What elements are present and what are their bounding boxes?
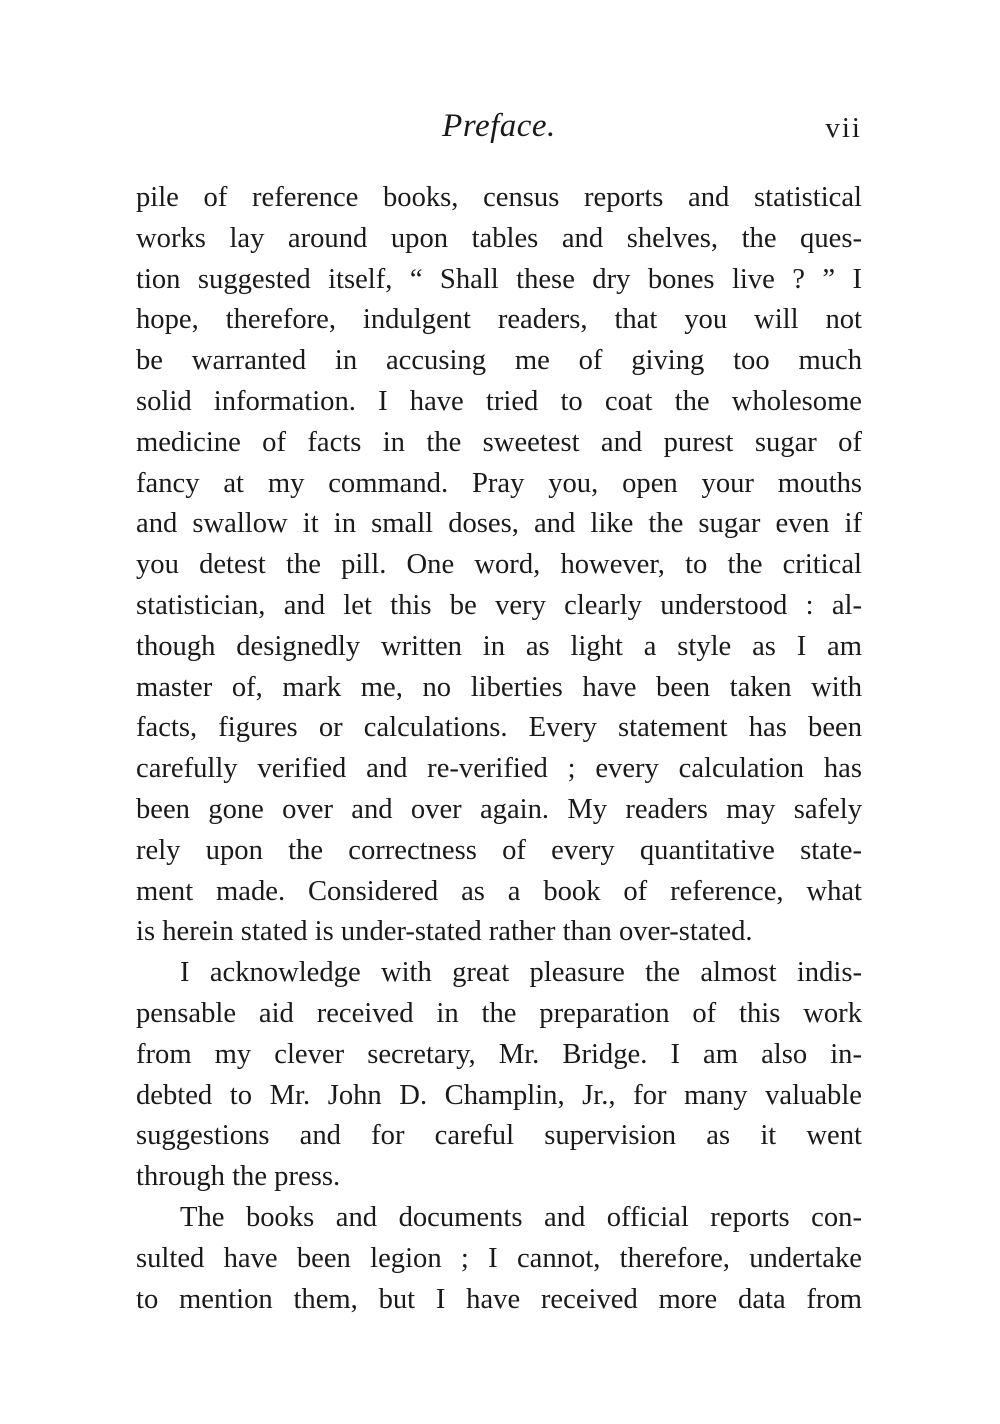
paragraph-3 xyxy=(136,1198,862,1320)
text-line: carefully verified and re-verified ; every calculation has xyxy=(136,753,862,785)
text-line: pensable aid received in the preparation of this work xyxy=(136,997,862,1029)
text-line: tion suggested itself, “ Shall these dry bones live ? ” I xyxy=(136,263,862,295)
running-head-title: Preface. xyxy=(442,108,556,144)
text-line: statistician, and let this be very clearly understood : al- xyxy=(136,589,862,621)
paragraph-2 xyxy=(136,953,862,1198)
text-line: from my clever secretary, Mr. Bridge. I am also in- xyxy=(136,1038,862,1070)
text-line: medicine of facts in the sweetest and purest sugar of xyxy=(136,426,862,458)
text-line: you detest the pill. One word, however, to the critical xyxy=(136,549,862,581)
text-line: The books and documents and official reports con- xyxy=(180,1201,862,1233)
text-line: be warranted in accusing me of giving too much xyxy=(136,345,862,377)
body-text xyxy=(136,178,862,1320)
text-line: suggestions and for careful supervision as it went xyxy=(136,1120,862,1152)
running-head xyxy=(136,108,862,158)
paragraph-1 xyxy=(136,178,862,953)
text-line: I acknowledge with great pleasure the almost indis- xyxy=(180,957,862,989)
text-line: sulted have been legion ; I cannot, therefore, undertake xyxy=(136,1242,862,1274)
text-line: pile of reference books, census reports and statistical xyxy=(136,182,862,213)
text-line: works lay around upon tables and shelves, the ques- xyxy=(136,222,862,254)
text-line: through the press. xyxy=(136,1161,341,1193)
text-line: ment made. Considered as a book of reference, what xyxy=(136,875,862,907)
text-line: is herein stated is under-stated rather than over-stated. xyxy=(136,916,753,948)
text-line: fancy at my command. Pray you, open your mouths xyxy=(136,467,862,499)
text-line: though designedly written in as light a style as I am xyxy=(136,630,862,662)
text-line: hope, therefore, indulgent readers, that you will not xyxy=(136,304,862,336)
text-line: facts, figures or calculations. Every statement has been xyxy=(136,712,862,744)
text-line: master of, mark me, no liberties have been taken with xyxy=(136,671,862,703)
text-line: to mention them, but I have received more data from xyxy=(136,1283,862,1315)
text-line: solid information. I have tried to coat the wholesome xyxy=(136,385,862,417)
text-line: debted to Mr. John D. Champlin, Jr., for many valuable xyxy=(136,1079,862,1111)
text-line: and swallow it in small doses, and like the sugar even if xyxy=(136,508,862,540)
text-line: been gone over and over again. My readers may safely xyxy=(136,793,862,825)
page-number: vii xyxy=(825,112,862,144)
text-line: rely upon the correctness of every quantitative state- xyxy=(136,834,862,866)
